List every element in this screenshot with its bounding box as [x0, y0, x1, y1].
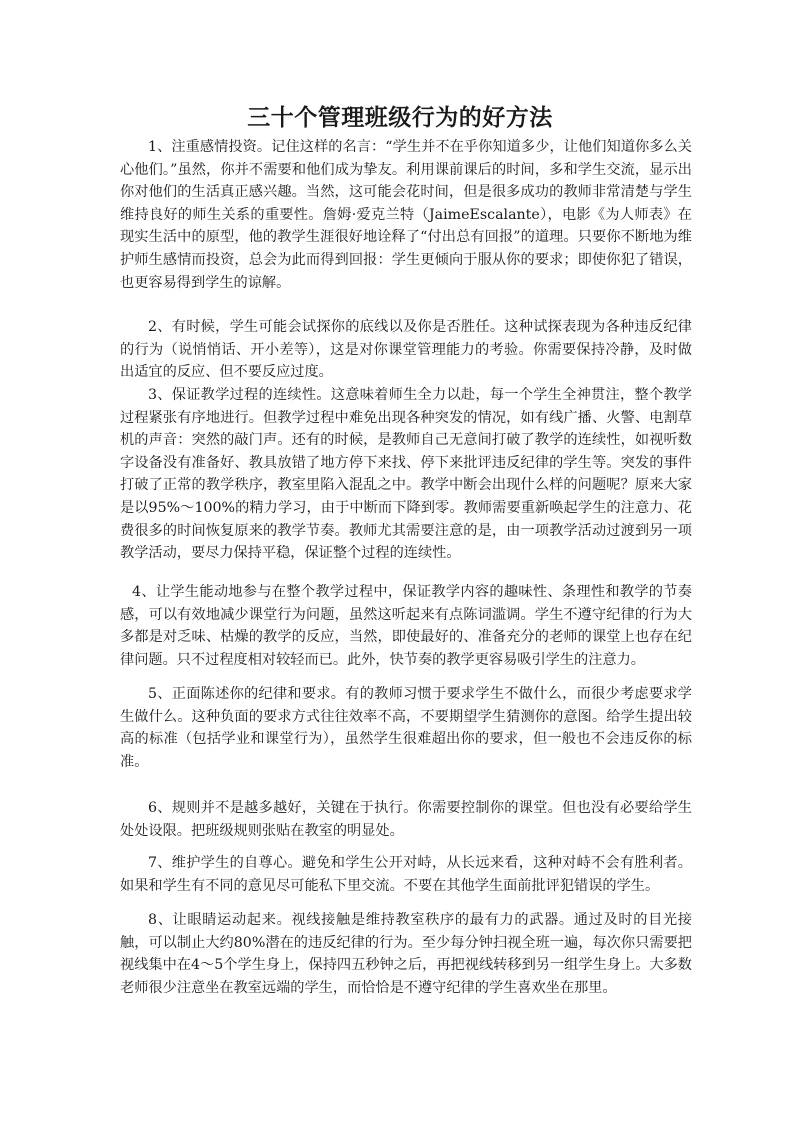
- paragraph-6: 6、规则并不是越多越好，关键在于执行。你需要控制你的课堂。但也没有必要给学生处处设限。把班级规则张贴在教室的明显处。: [120, 800, 692, 839]
- paragraph-7: 7、维护学生的自尊心。避免和学生公开对峙，从长远来看，这种对峙不会有胜利者。如果和学生有不同的意见尽可能私下里交流。不要在其他学生面前批评犯错误的学生。: [120, 855, 692, 894]
- paragraph-1: 1、注重感情投资。记住这样的名言：“学生并不在乎你知道多少，让他们知道你多么关心他们。”虽然，你并不需要和他们成为挚友。利用课前课后的时间，多和学生交流，显示出你对他们的生活真正感兴趣。当然，这可能会花时间，但是很多成功的教师非常清楚与学生维持良好的师生关系的重要性。詹姆·爱克兰特（JaimeEscalante），电影《为人师表》在现实生活中的原型，他的教学生涯很好地诠释了“付出总有回报”的道理。只要你不断地为维护师生感情而投资，总会为此而得到回报：学生更倾向于服从你的要求；即使你犯了错误，也更容易得到学生的谅解。: [120, 139, 692, 291]
- paragraph-5: 5、正面陈述你的纪律和要求。有的教师习惯于要求学生不做什么，而很少考虑要求学生做什么。这种负面的要求方式往往效率不高，不要期望学生猜测你的意图。给学生提出较高的标准（包括学业和课堂行为），虽然学生很难超出你的要求，但一般也不会违反你的标准。: [120, 686, 692, 770]
- paragraph-3: 3、保证教学过程的连续性。这意味着师生全力以赴，每一个学生全神贯注，整个教学过程紧张有序地进行。但教学过程中难免出现各种突发的情况，如有线广播、火警、电割草机的声音：突然的敲门声。还有的时候，是教师自己无意间打破了教学的连续性，如视听数字设备没有准备好、教具放错了地方停下来找、停下来批评违反纪律的学生等。突发的事件打破了正常的教学秩序，教室里陷入混乱之中。教学中断会出现什么样的问题呢？原来大家是以95%～100%的精力学习，由于中断而下降到零。教师需要重新唤起学生的注意力、花费很多的时间恢复原来的教学节奏。教师尤其需要注意的是，由一项教学活动过渡到另一项教学活动，要尽力保持平稳，保证整个过程的连续性。: [120, 387, 692, 562]
- paragraph-8: 8、让眼睛运动起来。视线接触是维持教室秩序的最有力的武器。通过及时的目光接触，可以制止大约80%潜在的违反纪律的行为。至少每分钟扫视全班一遍，每次你只需要把视线集中在4～5个学生身上，保持四五秒钟之后，再把视线转移到另一组学生身上。大多数老师很少注意坐在教室远端的学生，而恰恰是不遵守纪律的学生喜欢坐在那里。: [120, 912, 692, 996]
- paragraph-4: 4、让学生能动地参与在整个教学过程中，保证教学内容的趣味性、条理性和教学的节奏感，可以有效地减少课堂行为问题，虽然这听起来有点陈词滥调。学生不遵守纪律的行为大多都是对乏味、枯燥的教学的反应，当然，即使最好的、准备充分的老师的课堂上也存在纪律问题。只不过程度相对较轻而已。此外，快节奏的教学更容易吸引学生的注意力。: [120, 584, 692, 668]
- paragraph-2: 2、有时候，学生可能会试探你的底线以及你是否胜任。这种试探表现为各种违反纪律的行为（说悄悄话、开小差等），这是对你课堂管理能力的考验。你需要保持冷静，及时做出适宜的反应、但不要反应过度。: [120, 319, 692, 381]
- page-title: 三十个管理班级行为的好方法: [247, 104, 553, 131]
